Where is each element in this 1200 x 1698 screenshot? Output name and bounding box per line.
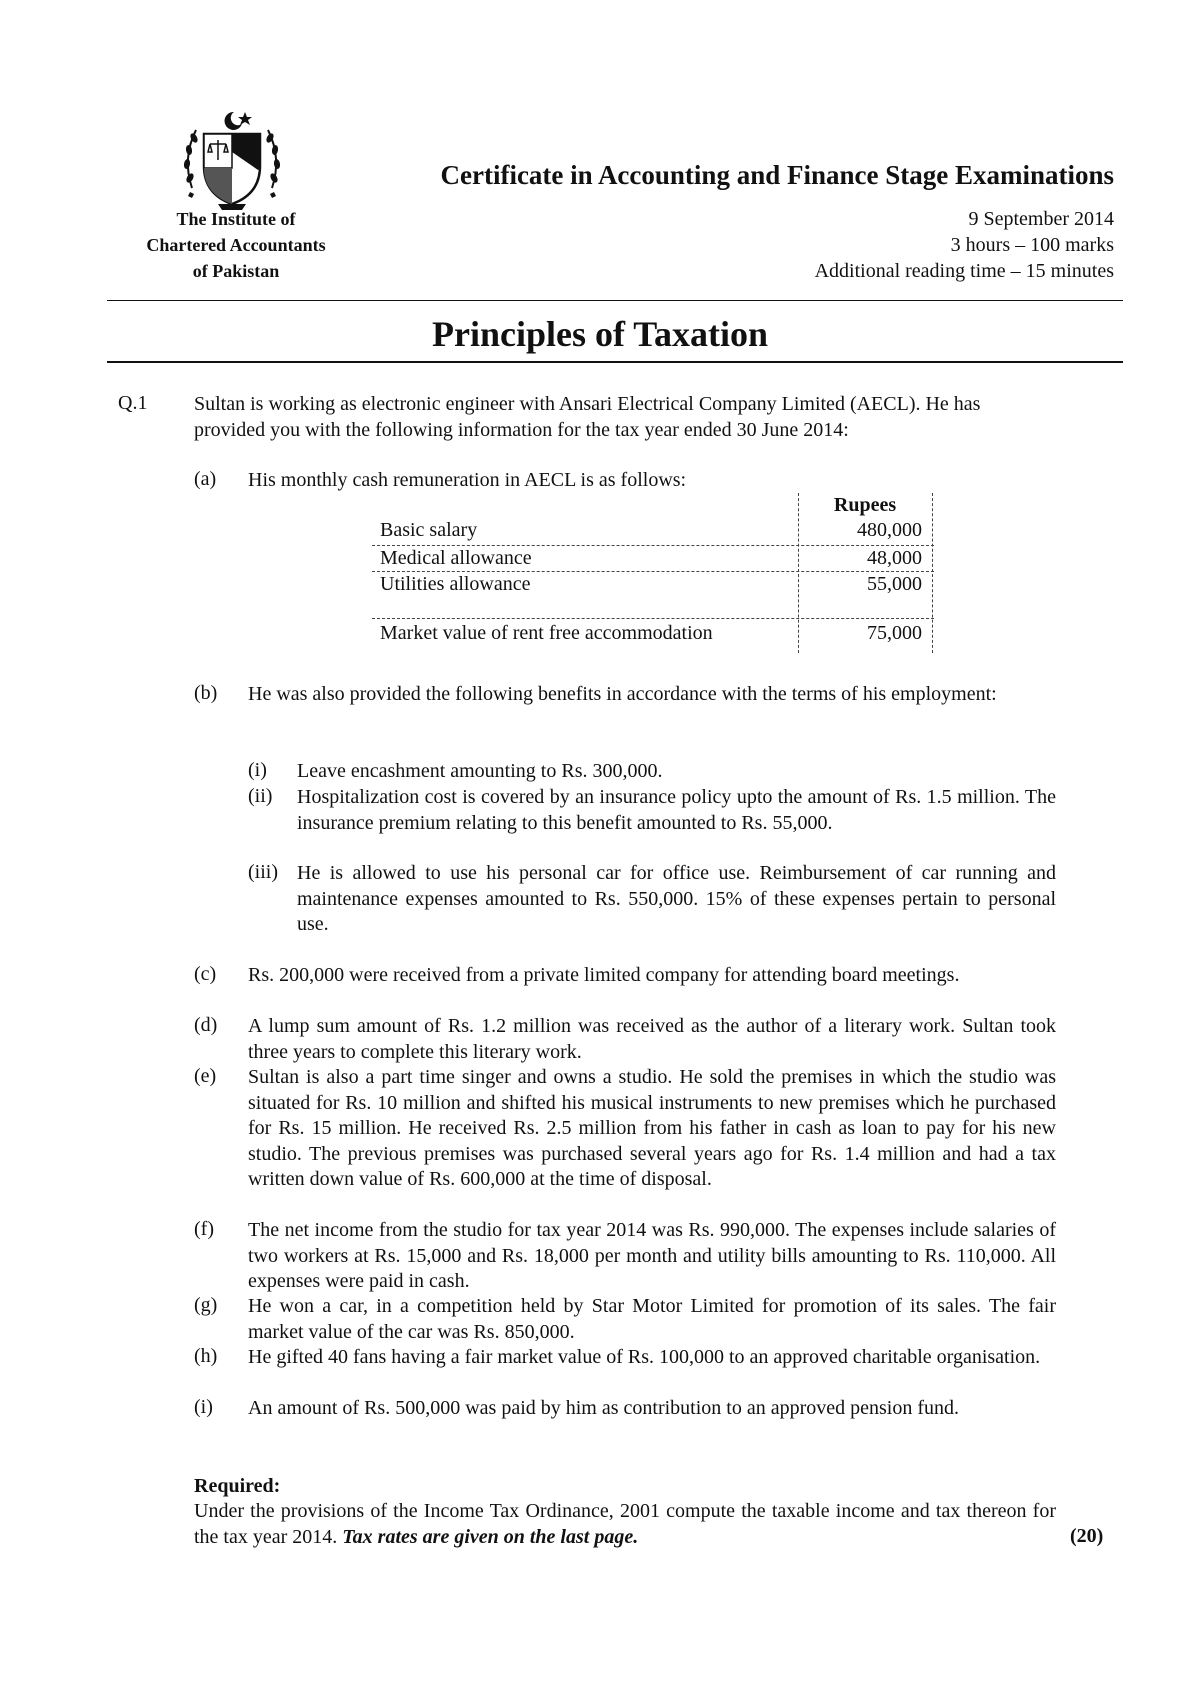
subitem-label: (iii) — [248, 861, 278, 883]
item-a-text: His monthly cash remuneration in AECL is as follows: — [248, 469, 687, 491]
item-label: (d) — [194, 1014, 218, 1036]
table-row-label: Utilities allowance — [380, 573, 531, 595]
exam-date: 9 September 2014 — [968, 208, 1114, 230]
title-divider — [107, 361, 1123, 363]
table-row-divider — [372, 618, 934, 619]
table-divider — [932, 493, 933, 653]
subitem-text: Leave encashment amounting to Rs. 300,000. — [297, 760, 663, 782]
subitem-label: (ii) — [248, 785, 273, 807]
item-text: An amount of Rs. 500,000 was paid by him as contribution to an approved pension fund. — [248, 1397, 960, 1419]
required-heading: Required: — [194, 1475, 281, 1497]
exam-meta — [600, 206, 1114, 284]
institute-name — [108, 206, 364, 284]
question-marks: (20) — [1070, 1525, 1104, 1547]
subitem-text: He is allowed to use his personal car for office use. Reimbursement of car running and maintenance expenses amounted to Rs. 550,000. 15% of these expenses pertain to personal use. — [297, 862, 1056, 935]
table-row-label: Market value of rent free accommodation — [380, 622, 713, 644]
subitem-label: (i) — [248, 759, 267, 781]
required-text — [194, 1499, 1056, 1550]
table-row-amount: 55,000 — [867, 573, 922, 595]
item-b-label: (b) — [194, 682, 218, 704]
exam-reading-time: Additional reading time – 15 minutes — [814, 260, 1114, 282]
table-row-label: Basic salary — [380, 519, 478, 541]
item-label: (c) — [194, 963, 217, 985]
exam-duration: 3 hours – 100 marks — [950, 234, 1114, 256]
item-label: (h) — [194, 1345, 218, 1367]
exam-title: Certificate in Accounting and Finance Stage Examinations — [440, 160, 1114, 190]
header-divider — [107, 300, 1123, 301]
question-intro: Sultan is working as electronic engineer with Ansari Electrical Company Limited (AECL). He has provided you with the following information for the tax year ended 30 June 2014: — [194, 393, 981, 441]
item-a-label: (a) — [194, 468, 217, 490]
table-row-divider — [372, 571, 934, 572]
table-row-label: Medical allowance — [380, 547, 532, 569]
institute-name-line-1: The Institute of — [176, 209, 296, 229]
item-label: (i) — [194, 1396, 213, 1418]
institute-crest-icon — [178, 108, 286, 212]
question-number: Q.1 — [118, 392, 148, 414]
item-label: (g) — [194, 1294, 218, 1316]
table-row-amount: 480,000 — [857, 519, 922, 541]
paper-title: Principles of Taxation — [431, 314, 769, 354]
institute-name-line-3: of Pakistan — [192, 261, 280, 281]
item-text: Rs. 200,000 were received from a private limited company for attending board meetings. — [248, 964, 960, 986]
item-text: Sultan is also a part time singer and owns a studio. He sold the premises in which the studio was situated for Rs. 10 million and shifted his musical instruments to new premises which he purchased for Rs. 15 million. He received Rs. 2.5 million from his father in cash as loan to pay for his new studio. The previous premises was purchased several years ago for Rs. 1.4 million and had a tax written down value of Rs. 600,000 at the time of disposal. — [248, 1066, 1056, 1190]
item-label: (e) — [194, 1065, 217, 1087]
item-b-text: He was also provided the following benefits in accordance with the terms of his employment: — [248, 683, 997, 705]
table-row-divider — [372, 545, 934, 546]
item-label: (f) — [194, 1218, 214, 1240]
table-row-amount: 75,000 — [867, 622, 922, 644]
subitem-text: Hospitalization cost is covered by an insurance policy upto the amount of Rs. 1.5 million. The insurance premium relating to this benefit amounted to Rs. 55,000. — [297, 786, 1056, 834]
table-row-amount: 48,000 — [867, 547, 922, 569]
required-instruction: Under the provisions of the Income Tax Ordinance, 2001 compute the taxable income and tax thereon for the tax year 2014. — [194, 1500, 1056, 1548]
item-text: The net income from the studio for tax year 2014 was Rs. 990,000. The expenses include salaries of two workers at Rs. 15,000 and Rs. 18,000 per month and utility bills amounting to Rs. 110,000. All expenses were paid in cash. — [248, 1219, 1056, 1292]
table-header-rupees: Rupees — [833, 494, 897, 516]
tax-rates-note: Tax rates are given on the last page. — [342, 1525, 639, 1548]
institute-name-line-2: Chartered Accountants — [146, 235, 326, 255]
item-text: A lump sum amount of Rs. 1.2 million was received as the author of a literary work. Sultan took three years to complete this literary work. — [248, 1015, 1056, 1063]
item-text: He won a car, in a competition held by Star Motor Limited for promotion of its sales. The fair market value of the car was Rs. 850,000. — [248, 1295, 1056, 1343]
remuneration-table — [372, 493, 934, 653]
item-text: He gifted 40 fans having a fair market value of Rs. 100,000 to an approved charitable organisation. — [248, 1346, 1041, 1368]
